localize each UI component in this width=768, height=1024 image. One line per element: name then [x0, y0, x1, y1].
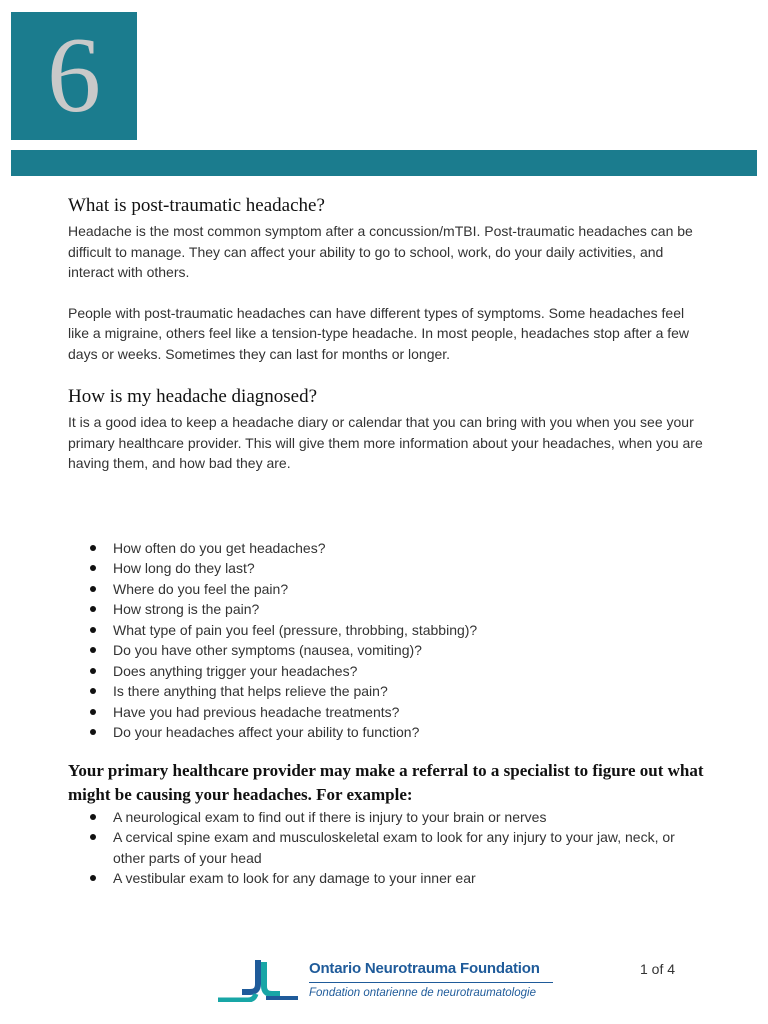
bullet-icon: [90, 545, 96, 551]
bullet-icon: [90, 729, 96, 735]
footer: [0, 950, 768, 1010]
heading-what-is: What is post-traumatic headache?: [68, 195, 325, 216]
list-item: Do your headaches affect your ability to function?: [90, 722, 708, 743]
bullet-icon: [90, 668, 96, 674]
bullet-icon: [90, 814, 96, 820]
bullet-icon: [90, 606, 96, 612]
paragraph-diagnosed: It is a good idea to keep a headache diary or calendar that you can bring with you when you see your primary healthcare provider. This will give them more information about your headaches, when you are having them, and how bad they are.: [68, 414, 703, 471]
org-name-fr: Fondation ontarienne de neurotraumatologie: [309, 987, 536, 999]
heading-referral: Your primary healthcare provider may make a referral to a specialist to figure out what might be causing your headaches. For example:: [68, 760, 704, 804]
list-item: Where do you feel the pain?: [90, 579, 708, 600]
list-item: A cervical spine exam and musculoskeletal exam to look for any injury to your jaw, neck, or other parts of your head: [90, 827, 708, 868]
header-bar: [11, 150, 757, 176]
paragraph-what-is-1: Headache is the most common symptom after a concussion/mTBI. Post-traumatic headaches can be difficult to manage. They can affect your ability to go to school, work, do your daily activities, and interact with others.: [68, 223, 693, 280]
list-item: Is there anything that helps relieve the pain?: [90, 681, 708, 702]
bullet-icon: [90, 647, 96, 653]
bullet-icon: [90, 875, 96, 881]
org-name-en: Ontario Neurotrauma Foundation: [309, 960, 540, 977]
bullet-icon: [90, 627, 96, 633]
chapter-number-box: [11, 12, 137, 140]
list-item: Does anything trigger your headaches?: [90, 661, 708, 682]
bullet-icon: [90, 709, 96, 715]
list-item: Do you have other symptoms (nausea, vomiting)?: [90, 640, 708, 661]
list-item: What type of pain you feel (pressure, throbbing, stabbing)?: [90, 620, 708, 641]
page-number: 1 of 4: [640, 961, 676, 977]
exam-list: [90, 807, 708, 889]
heading-diagnosed: How is my headache diagnosed?: [68, 386, 318, 407]
main-content: [68, 194, 708, 889]
chapter-number: 6: [47, 16, 101, 135]
bullet-icon: [90, 586, 96, 592]
ontario-neurotrauma-foundation-logo-icon: [218, 958, 298, 1002]
org-name-divider: [309, 982, 553, 983]
list-item: How often do you get headaches?: [90, 538, 708, 559]
list-item: A vestibular exam to look for any damage to your inner ear: [90, 868, 708, 889]
list-item: Have you had previous headache treatments?: [90, 702, 708, 723]
paragraph-what-is-2: People with post-traumatic headaches can have different types of symptoms. Some headaches feel like a migraine, others feel like a tension-type headache. In most people, headaches stop after a few days or weeks. Sometimes they can last for months or longer.: [68, 304, 690, 362]
list-item: How strong is the pain?: [90, 599, 708, 620]
list-item: A neurological exam to find out if there is injury to your brain or nerves: [90, 807, 708, 828]
list-item: How long do they last?: [90, 558, 708, 579]
bullet-icon: [90, 565, 96, 571]
bullet-icon: [90, 834, 96, 840]
question-list: [90, 538, 708, 743]
bullet-icon: [90, 688, 96, 694]
